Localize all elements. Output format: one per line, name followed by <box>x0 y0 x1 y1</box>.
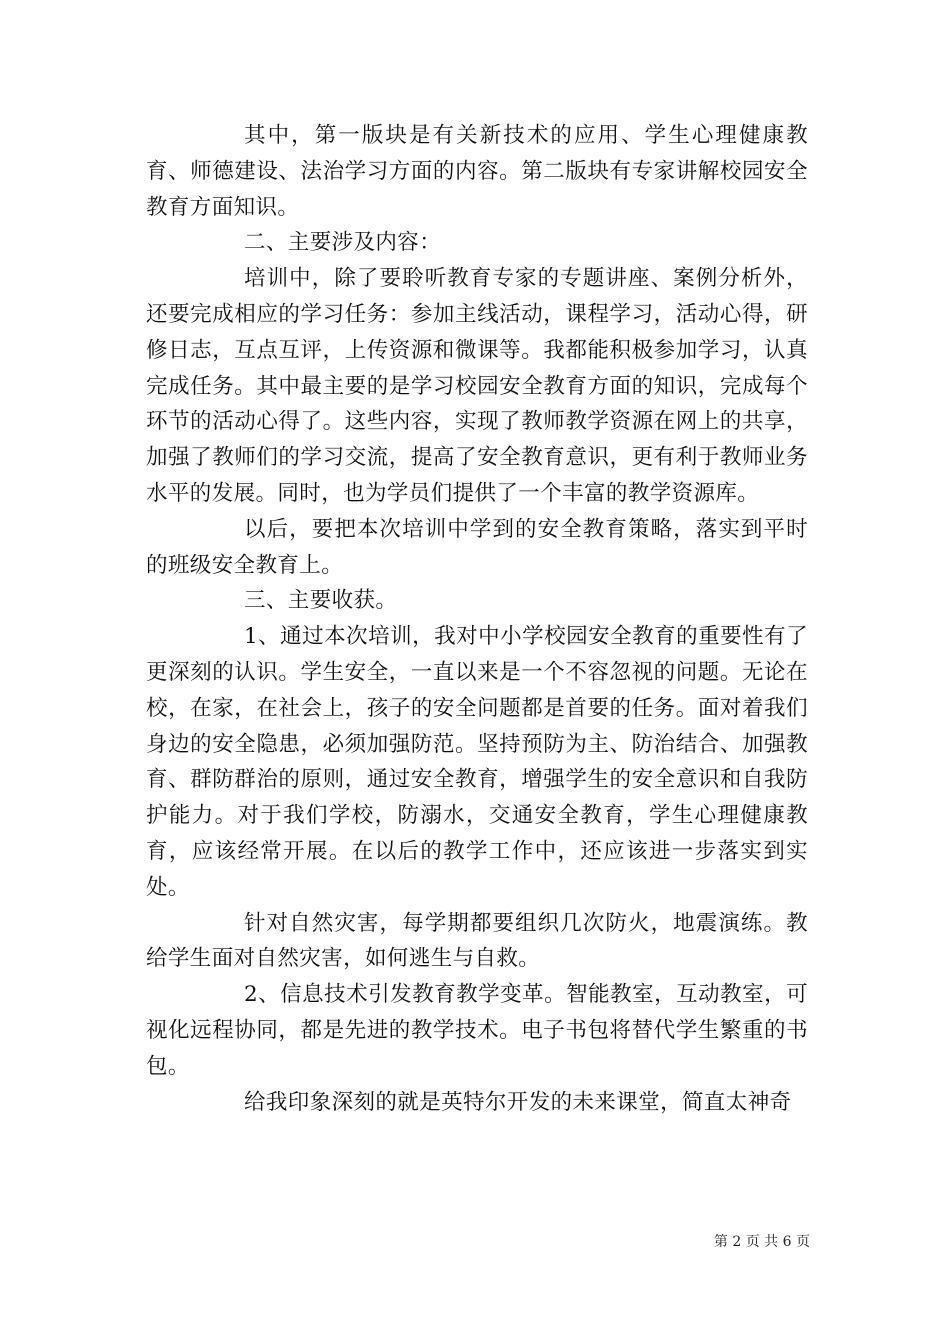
heading-main-content: 二、主要涉及内容： <box>244 230 442 256</box>
paragraph-natural-disaster: 针对自然灾害，每学期都要组织几次防火，地震演练。教给学生面对自然灾害，如何逃生与自救。 <box>146 910 808 972</box>
document-body <box>146 118 808 1120</box>
paragraph-gain-2-technology: 2、信息技术引发教育教学变革。智能教室，互动教室，可视化远程协同，都是先进的教学技术。电子书包将替代学生繁重的书包。 <box>146 982 808 1079</box>
paragraph-training-tasks: 培训中，除了要聆听教育专家的专题讲座、案例分析外，还要完成相应的学习任务：参加主线活动，课程学习，活动心得，研修日志，互点互评，上传资源和微课等。我都能积极参加学习，认真完成任务。其中最主要的是学习校园安全教育方面的知识，完成每个环节的活动心得了。这些内容，实现了教师教学资源在网上的共享，加强了教师们的学习交流，提高了安全教育意识，更有利于教师业务水平的发展。同时，也为学员们提供了一个丰富的教学资源库。 <box>146 266 808 506</box>
paragraph-future-classroom: 给我印象深刻的就是英特尔开发的未来课堂，简直太神奇 <box>244 1089 792 1115</box>
heading-main-gains: 三、主要收获。 <box>244 588 398 614</box>
paragraph-modules: 其中，第一版块是有关新技术的应用、学生心理健康教育、师德建设、法治学习方面的内容。第二版块有专家讲解校园安全教育方面知识。 <box>146 123 808 220</box>
page-number-footer: 第 2 页 共 6 页 <box>713 1234 810 1250</box>
paragraph-future-plan: 以后，要把本次培训中学到的安全教育策略，落实到平时的班级安全教育上。 <box>146 516 808 578</box>
paragraph-gain-1-safety: 1、通过本次培训，我对中小学校园安全教育的重要性有了更深刻的认识。学生安全，一直以来是一个不容忽视的问题。无论在校，在家，在社会上，孩子的安全问题都是首要的任务。面对着我们身边的安全隐患，必须加强防范。坚持预防为主、防治结合、加强教育、群防群治的原则，通过安全教育，增强学生的安全意识和自我防护能力。对于我们学校，防溺水，交通安全教育，学生心理健康教育，应该经常开展。在以后的教学工作中，还应该进一步落实到实处。 <box>146 624 808 900</box>
